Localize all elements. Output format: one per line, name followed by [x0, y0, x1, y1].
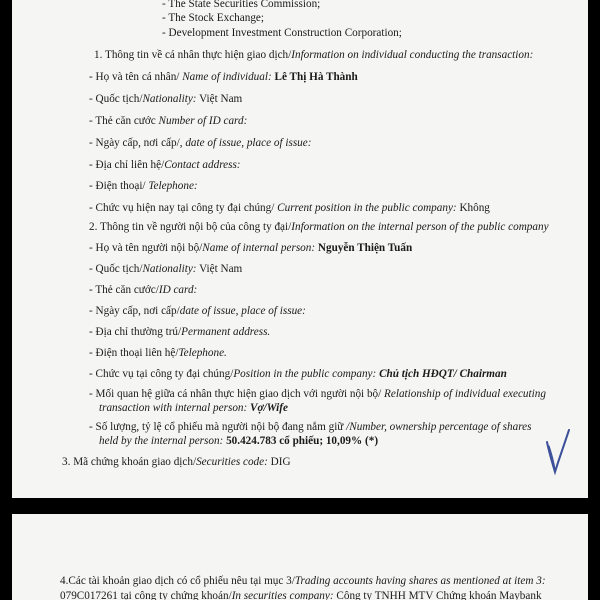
securities-code-label-en: Securities code:: [196, 456, 268, 468]
document-page-2: [12, 514, 588, 600]
internal-position-value: Chủ tịch HĐQT/ Chairman: [376, 368, 507, 380]
internal-id-row: [89, 284, 197, 297]
relationship-row-cont: [99, 402, 288, 415]
section4-heading: [60, 575, 546, 588]
trading-account-value: Công ty TNHH MTV Chứng khoán Maybank: [333, 590, 542, 600]
internal-name-value: Nguyễn Thiện Tuấn: [315, 242, 413, 254]
internal-name-label-en: Name of internal person:: [202, 242, 316, 254]
individual-name-label-en: Name of individual:: [182, 71, 272, 83]
internal-id-label-en: ID card:: [158, 284, 198, 296]
individual-phone-label-vi: - Điện thoại/: [89, 180, 149, 192]
trading-account-label-en: In securities company:: [231, 590, 334, 600]
securities-code-row: [62, 456, 291, 469]
individual-name-row: [89, 71, 358, 84]
securities-code-label-vi: 3. Mã chứng khoán giao dịch/: [62, 456, 197, 468]
individual-phone-row: [89, 180, 198, 193]
section4-heading-vi: 4.Các tài khoản giao dịch có cổ phiếu nêu tại mục 3/: [60, 575, 295, 587]
section2-heading-vi: 2. Thông tin về người nội bộ của công ty đại/: [89, 221, 292, 233]
individual-issue-row: [89, 137, 311, 150]
individual-nationality-value: Việt Nam: [196, 93, 243, 105]
section2-heading-en: Information on the internal person of the public company: [291, 221, 549, 233]
relationship-label-en: Relationship of individual executing: [384, 388, 546, 400]
internal-issue-label-vi: - Ngày cấp, nơi cấp/: [89, 305, 180, 317]
internal-address-label-en: Permanent address.: [181, 326, 271, 338]
internal-id-label-vi: - Thẻ căn cước/: [89, 284, 159, 296]
internal-name-label-vi: - Họ và tên người nội bộ/: [89, 242, 203, 254]
section4-heading-en: Trading accounts having shares as mentioned at item 3:: [294, 575, 546, 587]
section1-heading-en: Information on individual conducting the transaction:: [291, 49, 534, 61]
recipient-exchange: - The Stock Exchange;: [162, 12, 265, 24]
recipient-corporation: - Development Investment Construction Corporation;: [162, 27, 402, 39]
individual-issue-label-vi: - Ngày cấp, nơi cấp/,: [89, 137, 186, 149]
shares-label-en-cont: held by the internal person:: [99, 435, 224, 447]
internal-nationality-row: [89, 263, 242, 276]
internal-address-label-vi: - Địa chỉ thường trú/: [89, 326, 182, 338]
relationship-value: Vợ/Wife: [247, 402, 288, 414]
internal-issue-row: [89, 305, 306, 318]
document-page-1: [12, 0, 588, 498]
individual-nationality-label-vi: - Quốc tịch/: [89, 93, 143, 105]
individual-id-label-en: Number of ID card:: [158, 115, 248, 127]
section2-heading: [89, 221, 549, 234]
individual-position-label-vi: - Chức vụ hiện nay tại công ty đại chúng/: [89, 202, 278, 214]
section1-heading-vi: 1. Thông tin về cá nhân thực hiện giao dịch/: [94, 49, 292, 61]
internal-position-row: [89, 368, 507, 381]
shares-label-vi: - Số lượng, tỷ lệ cổ phiếu mà người nội bộ đang nắm giữ: [89, 421, 347, 433]
internal-nationality-label-en: Nationality:: [142, 263, 197, 275]
individual-id-row: [89, 115, 247, 128]
individual-name-label-vi: - Họ và tên cá nhân/: [89, 71, 183, 83]
recipient-ssc: - The State Securities Commission;: [162, 0, 321, 10]
individual-contact-label-vi: - Địa chỉ liên hệ/: [89, 159, 165, 171]
shares-value: 50.424.783 cổ phiếu; 10,09% (*): [223, 435, 379, 447]
shares-row-cont: [99, 435, 378, 448]
internal-address-row: [89, 326, 270, 339]
internal-phone-label-en: Telephone.: [178, 347, 227, 359]
shares-row: [89, 421, 531, 434]
relationship-label-en-cont: transaction with internal person:: [99, 402, 248, 414]
internal-issue-label-en: date of issue, place of issue:: [179, 305, 306, 317]
internal-position-label-vi: - Chức vụ tại công ty đại chúng/: [89, 368, 234, 380]
relationship-row: [89, 388, 546, 401]
internal-position-label-en: Position in the public company:: [233, 368, 377, 380]
internal-phone-label-vi: - Điện thoại liên hệ/: [89, 347, 179, 359]
relationship-label-vi: - Mối quan hệ giữa cá nhân thực hiện giao dịch với người nội bộ/: [89, 388, 385, 400]
shares-label-en: /Number, ownership percentage of shares: [346, 421, 532, 433]
individual-position-row: [89, 202, 490, 215]
internal-nationality-label-vi: - Quốc tịch/: [89, 263, 143, 275]
individual-phone-label-en: Telephone:: [148, 180, 198, 192]
securities-code-value: DIG: [267, 456, 291, 468]
individual-nationality-label-en: Nationality:: [142, 93, 197, 105]
internal-nationality-value: Việt Nam: [196, 263, 243, 275]
individual-contact-row: [89, 159, 241, 172]
trading-account-label: 079C017261 tại công ty chứng khoán/: [60, 590, 232, 600]
individual-position-label-en: Current position in the public company:: [277, 202, 457, 214]
individual-id-label-vi: - Thẻ căn cước: [89, 115, 159, 127]
internal-phone-row: [89, 347, 227, 360]
individual-nationality-row: [89, 93, 242, 106]
section1-heading: [94, 49, 533, 62]
individual-name-value: Lê Thị Hà Thành: [271, 71, 358, 83]
internal-name-row: [89, 242, 412, 255]
individual-position-value: Không: [456, 202, 490, 214]
individual-issue-label-en: date of issue, place of issue:: [185, 137, 312, 149]
pen-check-mark-icon: [539, 428, 575, 478]
trading-account-row: [60, 590, 542, 600]
individual-contact-label-en: Contact address:: [164, 159, 241, 171]
